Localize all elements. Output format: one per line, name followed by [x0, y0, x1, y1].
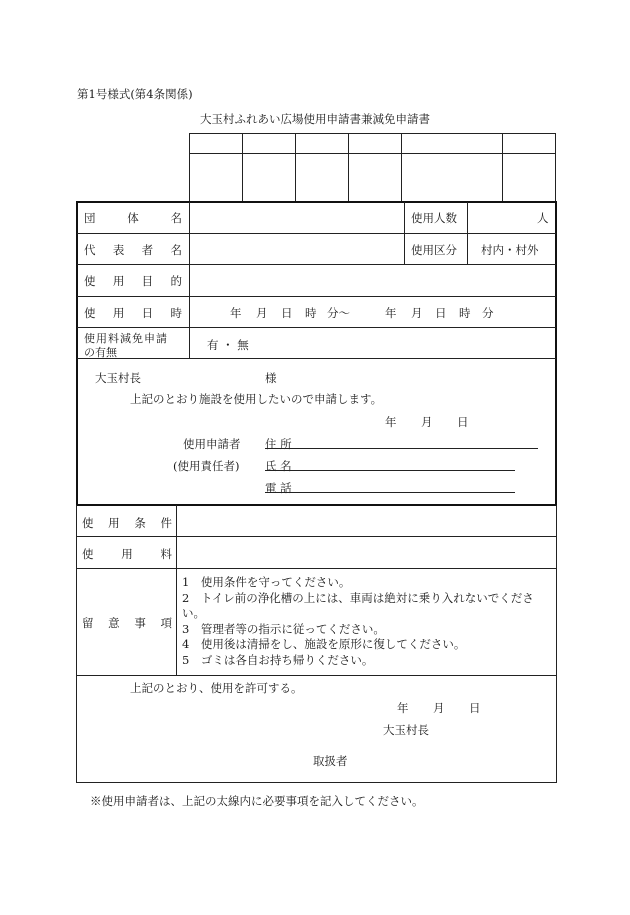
fee-exemption-options[interactable]: 有 ・ 無 [207, 338, 249, 352]
apply-date-day: 日 [457, 415, 469, 429]
note-item: い。 [182, 606, 205, 620]
purpose-field[interactable] [193, 268, 551, 292]
responsible-label: (使用責任者) [173, 459, 240, 473]
representative-label: 代 表 者 名 [84, 243, 182, 257]
people-count-unit: 人 [537, 211, 549, 225]
conditions-field[interactable] [180, 509, 552, 533]
note-item: 1 使用条件を守ってください。 [182, 575, 351, 589]
fee-label: 使 用 料 [82, 547, 172, 561]
datetime-to-day: 日 [435, 306, 447, 320]
note-item: 4 使用後は清掃をし、施設を原形に復してください。 [182, 637, 466, 651]
addressee: 大玉村長 [95, 371, 141, 385]
approval-date-year: 年 [397, 701, 409, 715]
honorific: 様 [265, 371, 277, 385]
datetime-from-month: 月 [256, 306, 268, 320]
name-field[interactable] [265, 458, 515, 471]
datetime-label: 使 用 日 時 [84, 306, 182, 320]
apply-date-month: 月 [421, 415, 433, 429]
form-title: 大玉村ふれあい広場使用申請書兼減免申請書 [200, 112, 430, 126]
conditions-label: 使 用 条 件 [82, 516, 172, 530]
datetime-to-minute: 分 [482, 306, 494, 320]
approval-date-day: 日 [469, 701, 481, 715]
use-category-options[interactable]: 村内・村外 [481, 243, 539, 257]
address-label: 住 所 [265, 437, 292, 451]
form-number: 第1号様式(第4条関係) [77, 87, 193, 101]
datetime-to-hour: 時 [459, 306, 471, 320]
application-statement: 上記のとおり施設を使用したいので申請します。 [130, 392, 383, 406]
datetime-from-hour: 時 [305, 306, 317, 320]
datetime-from-minute: 分〜 [327, 306, 350, 320]
datetime-from-year: 年 [230, 306, 242, 320]
phone-label: 電 話 [265, 481, 292, 495]
notes-list [182, 575, 534, 668]
notes-label: 留 意 事 項 [82, 616, 172, 630]
people-count-label: 使用人数 [411, 211, 457, 225]
applicant-label: 使用申請者 [183, 437, 241, 451]
approval-handler: 取扱者 [313, 754, 348, 768]
approval-statement: 上記のとおり、使用を許可する。 [130, 681, 303, 695]
purpose-label: 使 用 目 的 [84, 274, 182, 288]
name-label: 氏 名 [265, 459, 292, 473]
apply-date-year: 年 [385, 415, 397, 429]
use-category-label: 使用区分 [411, 243, 457, 257]
note-item: 5 ゴミは各自お持ち帰りください。 [182, 652, 374, 667]
phone-field[interactable] [265, 480, 515, 493]
approval-date-month: 月 [433, 701, 445, 715]
datetime-to-year: 年 [385, 306, 397, 320]
footnote: ※使用申請者は、上記の太線内に必要事項を記入してください。 [90, 794, 424, 808]
approval-issuer: 大玉村長 [383, 723, 429, 737]
fee-exemption-label-2: の有無 [84, 346, 117, 359]
datetime-to-month: 月 [411, 306, 423, 320]
group-name-field[interactable] [193, 205, 401, 229]
group-name-label: 団 体 名 [84, 211, 182, 225]
datetime-from-day: 日 [281, 306, 293, 320]
note-item: 3 管理者等の指示に従ってください。 [182, 621, 385, 636]
fee-field[interactable] [180, 540, 552, 564]
address-field[interactable] [265, 436, 538, 449]
fee-exemption-label-1: 使用料減免申請 [84, 332, 168, 345]
people-count-field[interactable] [470, 205, 532, 229]
representative-field[interactable] [193, 237, 401, 261]
note-item: 2 トイレ前の浄化槽の上には、車両は絶対に乗り入れないでくださ [182, 590, 534, 605]
